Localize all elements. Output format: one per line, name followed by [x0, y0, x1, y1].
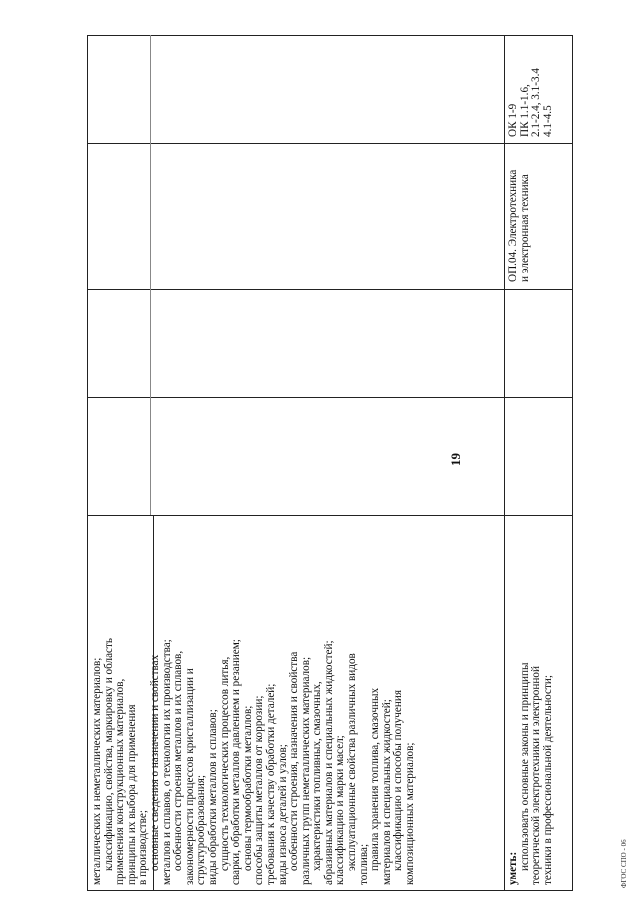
knowledge-line: топлива; [357, 843, 370, 885]
knowledge-line: характеристики топливных, смазочных, [311, 681, 324, 871]
competency-cell [508, 42, 554, 137]
row-divider [504, 35, 505, 891]
knowledge-line: принципы их выбора для применения [125, 704, 138, 885]
discipline-cell [508, 142, 531, 282]
knowledge-line: закономерности процессов кристаллизации и [183, 668, 196, 885]
column-divider [87, 289, 573, 290]
knowledge-line: классификацию и способы получения [392, 690, 405, 871]
knowledge-line: эксплуатационные свойства различных видов [346, 653, 359, 871]
knowledge-line: структурообразования; [195, 775, 208, 885]
knowledge-line: виды износа деталей и узлов; [276, 744, 289, 885]
knowledge-line: абразивных материалов и специальных жидкостей; [322, 640, 335, 885]
competency-line: 2.1-2.4, 3.1-3.4 [530, 68, 543, 137]
knowledge-line: правила хранения топлива, смазочных [369, 687, 382, 871]
skills-line: техники в профессиональной деятельности; [541, 674, 554, 885]
knowledge-line: применения конструкционных материалов, [114, 678, 127, 885]
knowledge-line: материалов и специальных жидкостей; [380, 699, 393, 885]
competency-codes [508, 42, 554, 137]
knowledge-line: способы защиты металлов от коррозии; [253, 695, 266, 885]
knowledge-list [92, 521, 417, 885]
column-divider [87, 397, 573, 398]
page-number: 19 [448, 453, 463, 466]
knowledge-line: сварки, обработки металлов давлением и резанием; [230, 639, 243, 885]
footer: ФГОС СПО - 06 [620, 839, 628, 888]
knowledge-line: основы термообработки металлов; [241, 705, 254, 871]
knowledge-line: сущность технологических процессов литья, [218, 656, 231, 871]
competency-line: 4.1-4.5 [541, 105, 554, 137]
knowledge-line: в производстве; [137, 810, 150, 885]
knowledge-cell [92, 521, 417, 885]
knowledge-line: металлов и сплавов, о технологии их производства; [160, 639, 173, 885]
knowledge-line: требования к качеству обработки деталей; [264, 683, 277, 885]
knowledge-line: композиционных материалов; [404, 742, 417, 885]
competency-line: ПК 1.1-1.6, [518, 84, 531, 137]
discipline-line: ОП.04. Электротехника [507, 169, 519, 282]
skills-line: теоретической электротехники и электронной [530, 666, 543, 885]
column-divider [87, 143, 573, 144]
discipline-line: и электронная техника [518, 174, 531, 282]
column-divider [87, 515, 573, 516]
discipline-name [508, 142, 531, 282]
skills-heading: уметь: [507, 851, 519, 885]
skills-line: использовать основные законы и принципы [518, 662, 531, 871]
knowledge-line: основные сведения о назначении и свойствах [148, 654, 161, 871]
skills-cell [508, 521, 554, 885]
knowledge-line: виды обработки металлов и сплавов; [206, 709, 219, 885]
row-divider [150, 35, 151, 515]
knowledge-line: металлических и неметаллических материалов; [91, 657, 103, 885]
knowledge-line: особенности строения, назначения и свойства [288, 651, 301, 871]
knowledge-line: классификацию и марки масел; [334, 735, 347, 885]
knowledge-line: различных групп неметаллических материалов; [299, 656, 312, 885]
knowledge-line: классификацию, свойства, маркировку и область [102, 637, 115, 871]
skills-list [520, 521, 555, 885]
knowledge-line: особенности строения металлов и их сплавов, [172, 650, 185, 871]
competency-line: ОК 1-9 [507, 103, 519, 137]
